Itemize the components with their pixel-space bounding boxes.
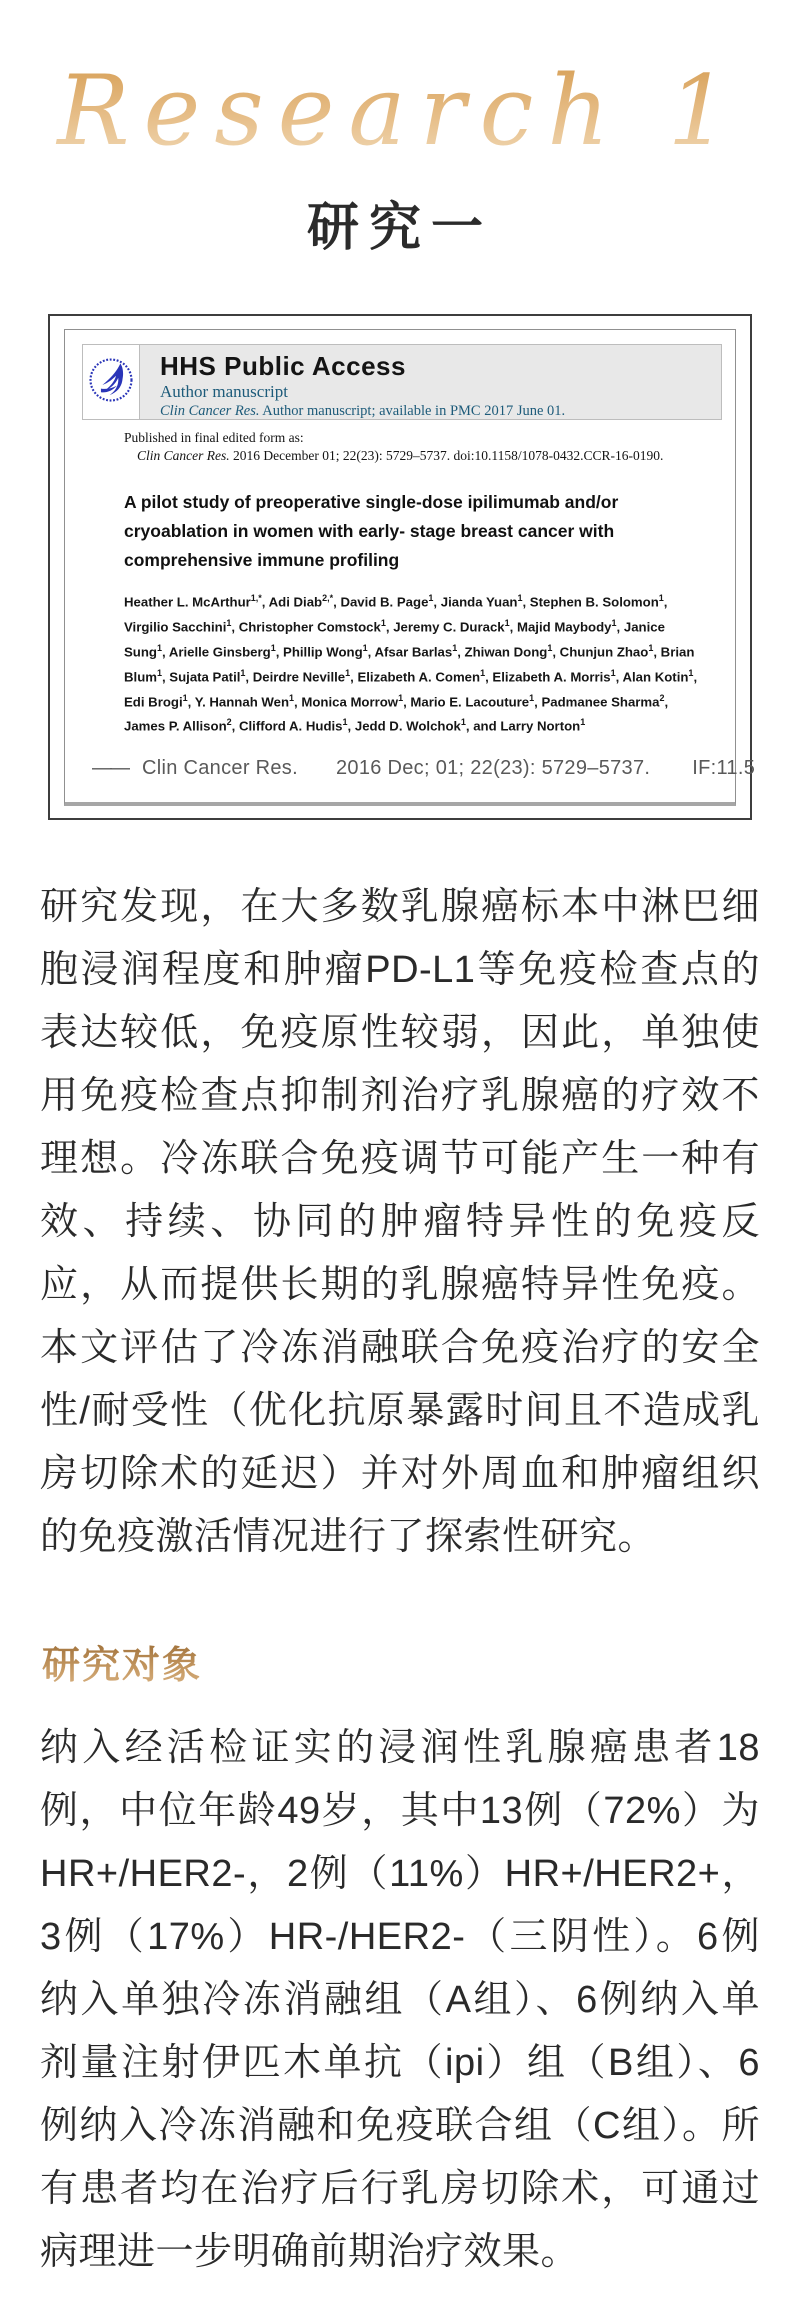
availability-journal: Clin Cancer Res. (160, 403, 260, 419)
citation-row (92, 757, 756, 780)
impact-factor: IF:11.5 (692, 757, 756, 780)
paper-authors: Heather L. McArthur$^{1,*}$, Adi Diab$^{2,*}$, David B. Page$^1$, Jianda Yuan$^1$, Stephen B. Solomon$^1$, Virgilio Sacchini$^1$, Christopher Comstock$^1$, Jeremy C. Durack$^1$, Majid Maybody$^1$, Janice Sung$^1$, Arielle Ginsberg$^1$, Phillip Wong$^1$, Afsar Barlas$^1$, Zhiwan Dong$^1$, Chunjun Zhao$^1$, Brian Blum$^1$, Sujata Patil$^1$, Deirdre Neville$^1$, Elizabeth A. Comen$^1$, Elizabeth A. Morris$^1$, Alan Kotin$^1$, Edi Brogi$^1$, Y. Hannah Wen$^1$, Monica Morrow$^1$, Mario E. Lacouture$^1$, Padmanee Sharma$^2$, James P. Allison$^2$, Clifford A. Hudis$^1$, Jedd D. Wolchok$^1$, and Larry Norton$^1$ (124, 593, 698, 734)
hhs-banner (82, 344, 722, 420)
citation-dash: —— (92, 757, 128, 780)
published-journal: Clin Cancer Res. (137, 448, 230, 463)
hhs-banner-subtitle: Author manuscript (160, 382, 288, 401)
section-heading: 研究对象 (42, 1641, 800, 1691)
hhs-eagle-logo-icon (88, 357, 134, 408)
hhs-banner-title: HHS Public Access (160, 351, 406, 381)
citation-journal: Clin Cancer Res. (142, 757, 298, 780)
paper-document (64, 329, 756, 806)
hhs-banner-availability (160, 402, 565, 421)
paper-title: A pilot study of preoperative single-dose ipilimumab and/or cryoablation in women with early- stage breast cancer with comprehensive immune profiling (124, 492, 619, 570)
published-citation (124, 447, 719, 465)
availability-rest: Author manuscript; available in PMC 2017 June 01. (259, 403, 566, 419)
paragraph-1: 研究发现，在大多数乳腺癌标本中淋巴细胞浸润程度和肿瘤PD-L1等免疫检查点的表达较低，免疫原性较弱，因此，单独使用免疫检查点抑制剂治疗乳腺癌的疗效不理想。冷冻联合免疫调节可能产生一种有效、持续、协同的肿瘤特异性的免疫反应，从而提供长期的乳腺癌特异性免疫。本文评估了冷冻消融联合免疫治疗的安全性/耐受性（优化抗原暴露时间且不造成乳房切除术的延迟）并对外周血和肿瘤组织的免疫激活情况进行了探索性研究。 (40, 886, 760, 1559)
citation-date: 2016 Dec; 01; 22(23): 5729–5737. (335, 757, 651, 780)
page-title: 研究一 (306, 200, 493, 257)
script-title: Research 1 (0, 36, 800, 186)
paragraph-2: 纳入经活检证实的浸润性乳腺癌患者18例，中位年龄49岁，其中13例（72%）为HR+/HER2-，2例（11%）HR+/HER2+，3例（17%）HR-/HER2-（三阴性）。6例纳入单独冷冻消融组（A组）、6例纳入单剂量注射伊匹木单抗（ipi）组（B组）、6例纳入冷冻消融和免疫联合组（C组）。所有患者均在治疗后行乳房切除术，可通过病理进一步明确前期治疗效果。 (40, 1727, 760, 2274)
hhs-logo-box (83, 345, 140, 419)
published-label: Published in final edited form as: (124, 430, 304, 445)
paper-card (48, 314, 756, 820)
hhs-banner-text (140, 345, 565, 419)
published-rest: 2016 December 01; 22(23): 5729–5737. doi:10.1158/1078-0432.CCR-16-0190. (229, 448, 664, 463)
published-info (124, 429, 719, 465)
